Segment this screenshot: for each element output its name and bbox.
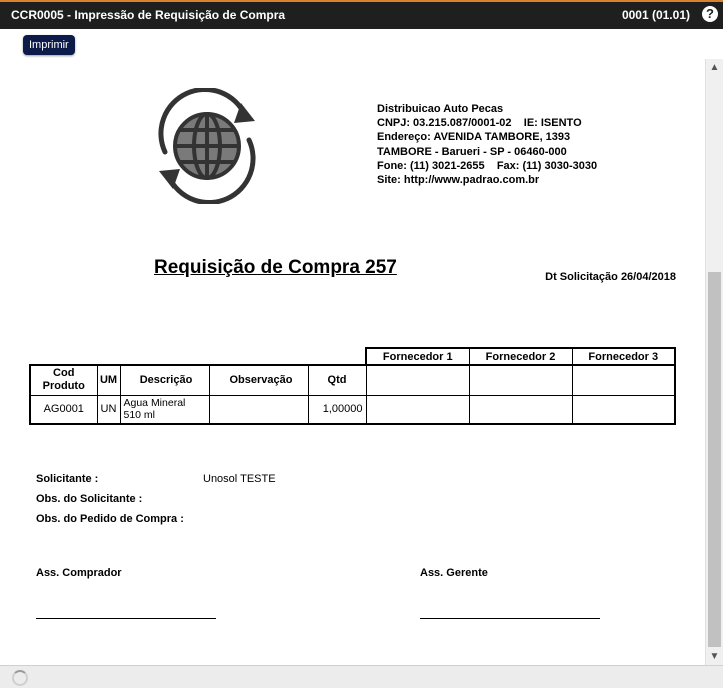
report-viewport bbox=[0, 59, 705, 665]
window-titlebar bbox=[0, 0, 723, 29]
supplier-1-header: Fornecedor 1 bbox=[366, 348, 469, 365]
supplier-header-row bbox=[30, 348, 675, 365]
scroll-up-arrow-icon[interactable]: ▲ bbox=[709, 62, 720, 73]
buyer-signature-label: Ass. Comprador bbox=[36, 567, 122, 579]
requester-value: Unosol TESTE bbox=[203, 473, 276, 485]
col-descricao: Descrição bbox=[120, 365, 209, 395]
col-supplier-2 bbox=[469, 365, 572, 395]
cell-cod: AG0001 bbox=[30, 395, 97, 424]
cell-descricao: Agua Mineral 510 ml bbox=[120, 395, 209, 424]
supplier-3-header: Fornecedor 3 bbox=[572, 348, 675, 365]
table-row bbox=[30, 395, 675, 424]
cell-supplier-1 bbox=[366, 395, 469, 424]
supplier-2-header: Fornecedor 2 bbox=[469, 348, 572, 365]
cell-qtd: 1,00000 bbox=[308, 395, 366, 424]
manager-signature-line bbox=[420, 618, 600, 619]
cell-observacao bbox=[209, 395, 308, 424]
loading-spinner-icon bbox=[12, 670, 28, 686]
status-bar bbox=[0, 665, 723, 688]
requester-obs-label: Obs. do Solicitante : bbox=[36, 493, 143, 505]
scroll-thumb[interactable] bbox=[708, 272, 721, 647]
globe-refresh-icon bbox=[149, 88, 265, 204]
column-header-row bbox=[30, 365, 675, 395]
buyer-signature-line bbox=[36, 618, 216, 619]
company-cnpj: CNPJ: 03.215.087/0001-02 IE: ISENTO bbox=[377, 117, 582, 130]
cell-um: UN bbox=[97, 395, 120, 424]
cell-supplier-2 bbox=[469, 395, 572, 424]
scroll-down-arrow-icon[interactable]: ▼ bbox=[709, 651, 720, 662]
cell-supplier-3 bbox=[572, 395, 675, 424]
toolbar bbox=[0, 29, 723, 59]
window-title: CCR0005 - Impressão de Requisição de Compra bbox=[11, 8, 286, 22]
col-qtd: Qtd bbox=[308, 365, 366, 395]
col-observacao: Observação bbox=[209, 365, 308, 395]
document-title: Requisição de Compra 257 bbox=[154, 257, 397, 278]
version-label: 0001 (01.01) bbox=[621, 8, 690, 22]
requester-label: Solicitante : bbox=[36, 473, 99, 485]
col-supplier-3 bbox=[572, 365, 675, 395]
col-cod-produto: Cod Produto bbox=[30, 365, 97, 395]
company-phones: Fone: (11) 3021-2655 Fax: (11) 3030-3030 bbox=[377, 159, 598, 172]
company-city: TAMBORE - Barueri - SP - 06460-000 bbox=[377, 145, 567, 158]
col-supplier-1 bbox=[366, 365, 469, 395]
company-name: Distribuicao Auto Pecas bbox=[377, 103, 504, 115]
manager-signature-label: Ass. Gerente bbox=[420, 567, 488, 579]
vertical-scrollbar[interactable] bbox=[705, 59, 723, 665]
help-icon[interactable]: ? bbox=[702, 6, 718, 22]
col-um: UM bbox=[97, 365, 120, 395]
order-obs-label: Obs. do Pedido de Compra : bbox=[36, 513, 184, 525]
company-info bbox=[377, 102, 597, 187]
items-table bbox=[29, 347, 676, 425]
company-site: Site: http://www.padrao.com.br bbox=[377, 174, 540, 187]
company-address: Endereço: AVENIDA TAMBORE, 1393 bbox=[377, 131, 571, 144]
print-button[interactable]: Imprimir bbox=[23, 35, 75, 55]
request-date: Dt Solicitação 26/04/2018 bbox=[545, 271, 676, 283]
